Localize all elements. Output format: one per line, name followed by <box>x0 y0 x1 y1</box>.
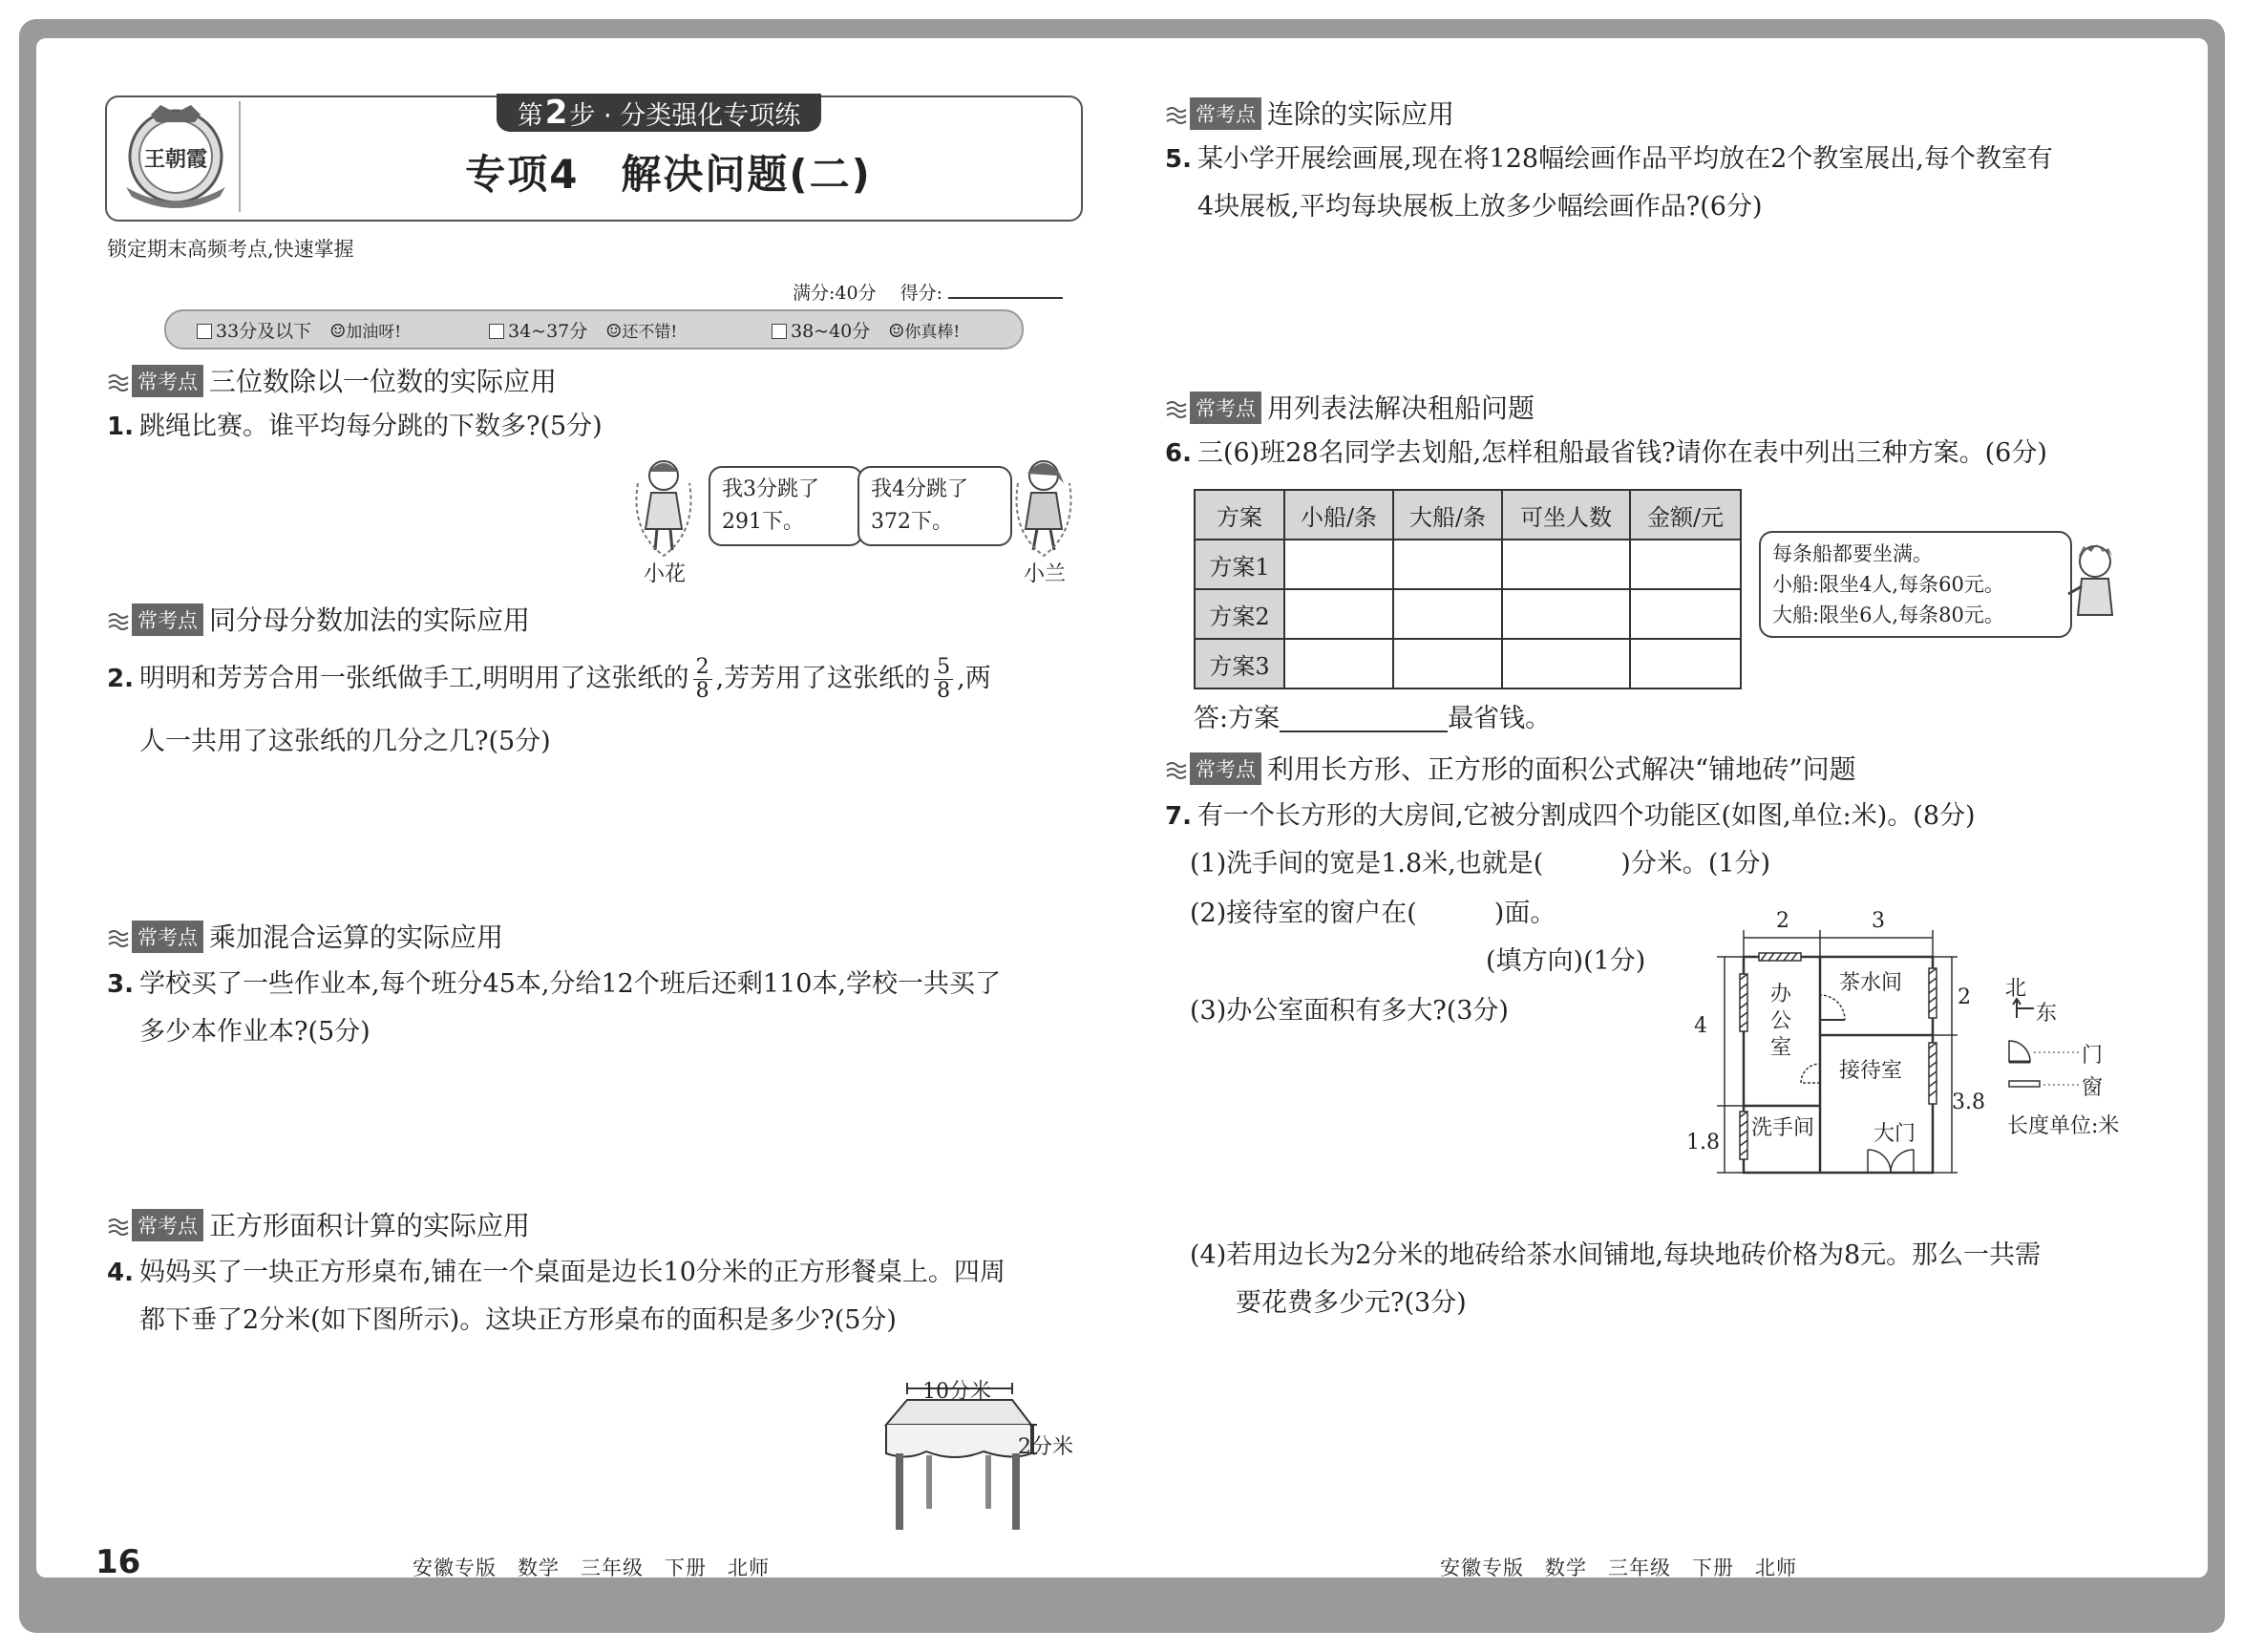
section-heading-5 <box>1165 94 1454 132</box>
footer-left: 安徽专版 数学 三年级 下册 北师 <box>413 1557 770 1579</box>
full-score: 满分:40分 <box>793 283 877 304</box>
waves-icon <box>1165 395 1188 416</box>
question-7-part-3: (3)办公室面积有多大?(3分) <box>1190 996 1509 1026</box>
fraction-denominator: 8 <box>695 679 709 703</box>
dim-top-right: 3 <box>1872 909 1885 933</box>
question-text: 跳绳比赛。谁平均每分跳的下数多?(5分) <box>138 412 603 441</box>
bubble-line: 372下。 <box>871 510 953 534</box>
fraction-denominator: 8 <box>937 679 951 703</box>
fraction-2 <box>934 656 953 703</box>
footer-right: 安徽专版 数学 三年级 下册 北师 <box>1440 1557 1797 1579</box>
answer-cell[interactable] <box>1502 540 1630 589</box>
room-office: 办公室 <box>1770 983 1792 1060</box>
answer-cell[interactable] <box>1393 589 1502 639</box>
question-2 <box>107 655 991 703</box>
question-5 <box>1165 136 2053 183</box>
answer-cell[interactable] <box>1284 639 1393 688</box>
question-5-line-2: 4块展板,平均每块展板上放多少幅绘画作品?(6分) <box>1197 192 1763 222</box>
table-row <box>1195 589 1741 639</box>
rule-note-bubble <box>1759 531 2072 638</box>
note-line: 每条船都要坐满。 <box>1772 542 1933 565</box>
fraction-numerator: 5 <box>934 656 953 680</box>
bubble-line: 我3分跳了 <box>722 477 819 501</box>
answer-cell[interactable] <box>1284 589 1393 639</box>
table-header-cell: 方案 <box>1195 490 1284 540</box>
answer-cell[interactable] <box>1502 639 1630 688</box>
question-text: ,芳芳用了这张纸的 <box>715 664 931 693</box>
question-1 <box>107 403 603 451</box>
section-title: 正方形面积计算的实际应用 <box>209 1210 531 1241</box>
tagline: 锁定期末高频考点,快速掌握 <box>107 238 354 261</box>
unit-label: 长度单位:米 <box>2007 1114 2120 1138</box>
compass-north: 北 <box>2005 977 2027 1001</box>
note-line: 大船:限坐6人,每条80元。 <box>1772 604 2004 626</box>
section-heading-1 <box>107 361 557 399</box>
note-line: 小船:限坐4人,每条60元。 <box>1772 573 2004 596</box>
bubble-line: 291下。 <box>722 510 804 534</box>
step-banner <box>497 94 821 132</box>
table-row-label: 方案1 <box>1195 540 1284 589</box>
question-7-part-1: (1)洗手间的宽是1.8米,也就是( )分米。(1分) <box>1190 849 1771 879</box>
table-header-cell: 可坐人数 <box>1502 490 1630 540</box>
table-row <box>1195 540 1741 589</box>
section-heading-6 <box>1165 388 1535 426</box>
question-7-part-4-line-2: 要花费多少元?(3分) <box>1236 1288 1467 1318</box>
section-title: 利用长方形、正方形的面积公式解决“铺地砖”问题 <box>1267 753 1856 785</box>
level-range: 38~40分 <box>791 321 871 342</box>
room-reception: 接待室 <box>1839 1059 1903 1083</box>
badge-label: 常考点 <box>132 921 203 953</box>
question-number: 5. <box>1165 145 1192 174</box>
table-header-row <box>1195 490 1741 540</box>
question-text: 三(6)班28名同学去划船,怎样租船最省钱?请你在表中列出三种方案。(6分) <box>1196 438 2047 468</box>
badge-label: 常考点 <box>1190 752 1261 785</box>
badge-label: 常考点 <box>1190 392 1261 424</box>
legend-window: 窗 <box>2082 1076 2104 1100</box>
answer-line-6 <box>1194 695 1551 743</box>
compass-arrow-icon <box>2007 997 2036 1029</box>
score-level-1 <box>197 317 401 343</box>
step-prefix: 第 <box>517 100 543 131</box>
answer-cell[interactable] <box>1393 540 1502 589</box>
page-title: 专项4 解决问题(二) <box>465 151 872 198</box>
answer-suffix: 最省钱。 <box>1448 704 1552 733</box>
question-number: 4. <box>107 1259 134 1287</box>
question-text: ,两 <box>957 664 991 693</box>
question-number: 7. <box>1165 802 1192 831</box>
badge-label: 常考点 <box>132 604 203 636</box>
fraction-1 <box>693 656 712 703</box>
section-title: 三位数除以一位数的实际应用 <box>209 366 558 397</box>
dim-left-bottom: 1.8 <box>1686 1131 1720 1154</box>
waves-icon <box>107 1213 130 1234</box>
badge-label: 常考点 <box>1190 97 1261 130</box>
label-2-decimeter: 2分米 <box>1018 1435 1073 1459</box>
answer-cell[interactable] <box>1393 639 1502 688</box>
question-text: 明明和芳芳合用一张纸做手工,明明用了这张纸的 <box>138 664 689 693</box>
question-number: 3. <box>107 970 134 999</box>
svg-text:王朝霞: 王朝霞 <box>143 147 208 172</box>
score-level-3 <box>772 317 960 343</box>
question-7-part-4: (4)若用边长为2分米的地砖给茶水间铺地,每块地砖价格为8元。那么一共需 <box>1190 1240 2042 1270</box>
girl-xiaolan-illustration <box>1010 455 1077 563</box>
name-xiaohua: 小花 <box>644 562 687 586</box>
page-number: 16 <box>95 1543 141 1581</box>
face-icon: ☺ <box>605 321 623 342</box>
publisher-logo <box>113 101 241 212</box>
step-number: 2 <box>544 94 568 132</box>
waves-icon <box>107 369 130 390</box>
plan-table <box>1194 489 1742 689</box>
table-header-cell: 金额/元 <box>1630 490 1741 540</box>
label-10-decimeter: 10分米 <box>922 1380 991 1404</box>
badge-label: 常考点 <box>132 1209 203 1241</box>
question-6 <box>1165 430 2047 477</box>
floor-plan <box>1681 911 1958 1188</box>
section-heading-7 <box>1165 749 1856 787</box>
question-text: 有一个长方形的大房间,它被分割成四个功能区(如图,单位:米)。(8分) <box>1196 801 1976 831</box>
girl-xiaohua-illustration <box>630 455 697 563</box>
answer-cell[interactable] <box>1502 589 1630 639</box>
speech-bubble-2 <box>857 466 1012 546</box>
door-legend-icon <box>2007 1037 2084 1098</box>
section-heading-3 <box>107 917 503 955</box>
answer-blank[interactable] <box>1280 702 1448 732</box>
question-7 <box>1165 793 1976 840</box>
compass-east: 东 <box>2036 1002 2058 1026</box>
level-comment: 还不错! <box>622 323 678 342</box>
answer-cell[interactable] <box>1630 540 1741 589</box>
checkbox[interactable] <box>197 324 212 339</box>
face-icon: ☺ <box>329 321 347 342</box>
fraction-numerator: 2 <box>693 656 712 680</box>
room-gate: 大门 <box>1874 1122 1916 1146</box>
question-7-part-2: (2)接待室的窗户在( )面。 <box>1190 899 1556 928</box>
waves-icon <box>107 607 130 628</box>
answer-cell[interactable] <box>1630 589 1741 639</box>
got-score-label: 得分: <box>900 283 943 304</box>
question-7-part-2-hint: (填方向)(1分) <box>1486 946 1646 976</box>
legend-door: 门 <box>2082 1044 2104 1068</box>
table-row-label: 方案3 <box>1195 639 1284 688</box>
answer-cell[interactable] <box>1630 639 1741 688</box>
question-text: 学校买了一些作业本,每个班分45本,分给12个班后还剩110本,学校一共买了 <box>138 969 1001 999</box>
speech-bubble-1 <box>709 466 863 546</box>
section-title: 连除的实际应用 <box>1267 98 1455 130</box>
question-4 <box>107 1249 1006 1297</box>
level-comment: 你真棒! <box>904 323 961 342</box>
checkbox[interactable] <box>772 324 787 339</box>
score-blank[interactable] <box>948 297 1063 299</box>
level-range: 33分及以下 <box>216 321 312 342</box>
waves-icon <box>107 924 130 945</box>
answer-prefix: 答:方案 <box>1194 704 1281 733</box>
table-header-cell: 小船/条 <box>1284 490 1393 540</box>
question-4-line-2: 都下垂了2分米(如下图所示)。这块正方形桌布的面积是多少?(5分) <box>139 1305 897 1335</box>
room-wash: 洗手间 <box>1751 1116 1815 1140</box>
section-heading-2 <box>107 600 530 638</box>
level-comment: 加油呀! <box>346 323 402 342</box>
dim-right-top: 2 <box>1958 985 1971 1009</box>
checkbox[interactable] <box>489 324 504 339</box>
dim-top-left: 2 <box>1776 909 1789 933</box>
section-title: 同分母分数加法的实际应用 <box>209 604 531 636</box>
score-level-2 <box>489 317 677 343</box>
room-tea: 茶水间 <box>1839 971 1903 995</box>
level-range: 34~37分 <box>508 321 588 342</box>
question-number: 2. <box>107 665 134 693</box>
badge-label: 常考点 <box>132 365 203 397</box>
boy-illustration <box>2066 539 2126 634</box>
waves-icon <box>1165 101 1188 122</box>
question-2-line-2: 人一共用了这张纸的几分之几?(5分) <box>139 727 551 756</box>
question-number: 1. <box>107 413 134 441</box>
table-header-cell: 大船/条 <box>1393 490 1502 540</box>
name-xiaolan: 小兰 <box>1024 562 1067 586</box>
score-line <box>793 279 1063 305</box>
section-title: 乘加混合运算的实际应用 <box>209 921 504 953</box>
waves-icon <box>1165 756 1188 777</box>
bubble-line: 我4分跳了 <box>871 477 968 501</box>
question-number: 6. <box>1165 439 1192 468</box>
section-heading-4 <box>107 1205 530 1243</box>
step-suffix: 步 · 分类强化专项练 <box>569 100 801 131</box>
question-text: 妈妈买了一块正方形桌布,铺在一个桌面是边长10分米的正方形餐桌上。四周 <box>138 1258 1006 1287</box>
question-3-line-2: 多少本作业本?(5分) <box>139 1017 370 1047</box>
table-row <box>1195 639 1741 688</box>
dim-right-bottom: 3.8 <box>1952 1091 1985 1114</box>
question-text: 某小学开展绘画展,现在将128幅绘画作品平均放在2个教室展出,每个教室有 <box>1196 144 2053 174</box>
dim-left: 4 <box>1694 1014 1707 1038</box>
table-row-label: 方案2 <box>1195 589 1284 639</box>
question-3 <box>107 961 1001 1008</box>
section-title: 用列表法解决租船问题 <box>1267 392 1535 424</box>
answer-cell[interactable] <box>1284 540 1393 589</box>
face-icon: ☺ <box>888 321 905 342</box>
